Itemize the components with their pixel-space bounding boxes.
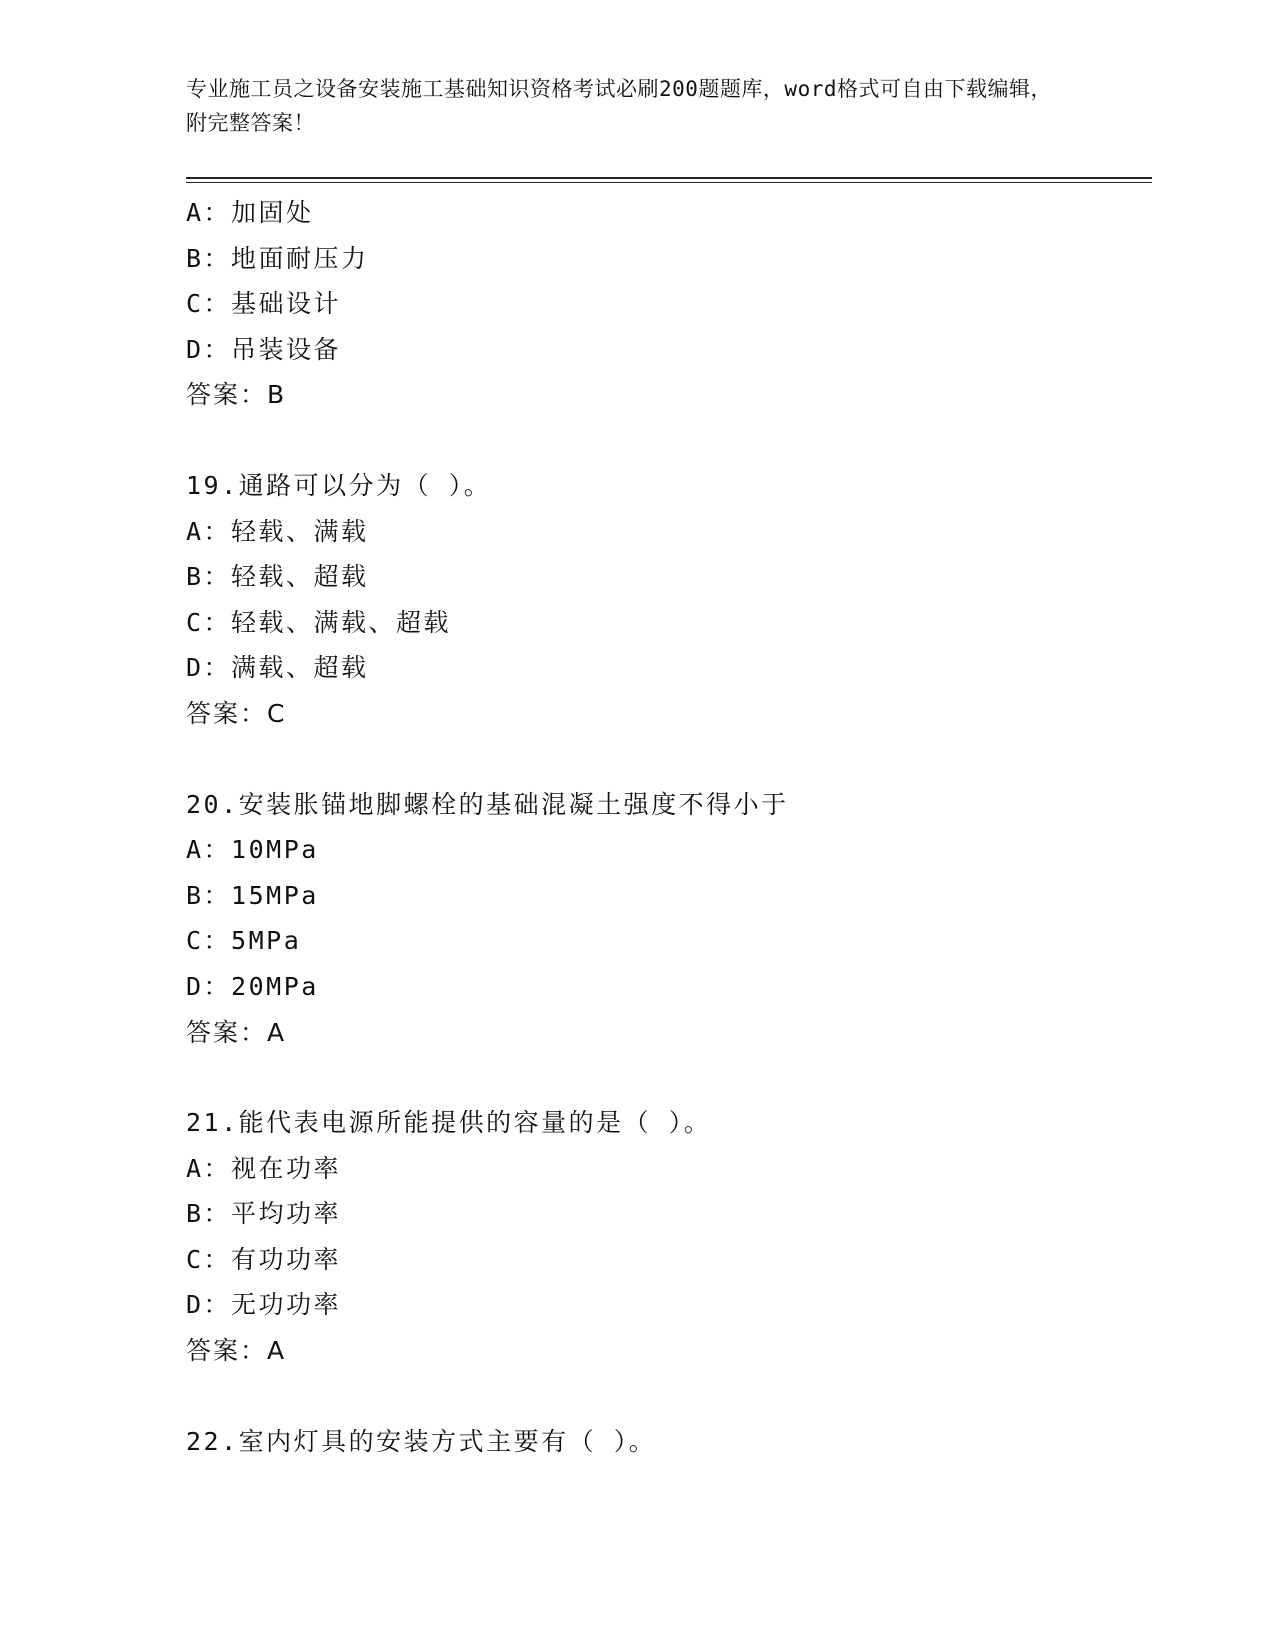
question-list [186, 190, 1152, 1464]
option-c: C：轻载、满载、超载 [186, 607, 452, 637]
header-divider-bottom [186, 182, 1152, 183]
header-divider-top [186, 177, 1152, 179]
answer-line: 答案：C [186, 698, 287, 728]
option-a: A：10MPa [186, 835, 319, 865]
answer-line: 答案：B [186, 380, 287, 410]
option-a: A：轻载、满载 [186, 516, 369, 546]
question-block-20 [186, 782, 1152, 1056]
option-b: B：平均功率 [186, 1199, 342, 1229]
question-block-21 [186, 1100, 1152, 1374]
question-stem: 20.安装胀锚地脚螺栓的基础混凝土强度不得小于 [186, 789, 789, 819]
option-d: D：无功功率 [186, 1290, 342, 1320]
option-d: D：吊装设备 [186, 334, 342, 364]
option-b: B：地面耐压力 [186, 243, 369, 273]
question-stem: 21.能代表电源所能提供的容量的是（ ）。 [186, 1108, 712, 1138]
question-block-22 [186, 1419, 1152, 1465]
option-a: A：视在功率 [186, 1153, 342, 1183]
option-c: C：有功功率 [186, 1244, 342, 1274]
option-b: B：轻载、超载 [186, 562, 369, 592]
option-b: B：15MPa [186, 880, 319, 910]
question-block-19 [186, 463, 1152, 737]
answer-line: 答案：A [186, 1336, 287, 1366]
option-d: D：满载、超载 [186, 653, 369, 683]
question-block-18 [186, 190, 1152, 418]
question-stem: 19.通路可以分为（ ）。 [186, 470, 492, 500]
question-stem: 22.室内灯具的安装方式主要有（ ）。 [186, 1426, 657, 1456]
option-c: C：基础设计 [186, 289, 342, 319]
option-d: D：20MPa [186, 971, 319, 1001]
option-c: C：5MPa [186, 926, 302, 956]
answer-line: 答案：A [186, 1017, 287, 1047]
document-title: 专业施工员之设备安装施工基础知识资格考试必刷200题题库，word格式可自由下载编辑，附完整答案！ [186, 77, 1052, 135]
option-a: A：加固处 [186, 198, 314, 227]
